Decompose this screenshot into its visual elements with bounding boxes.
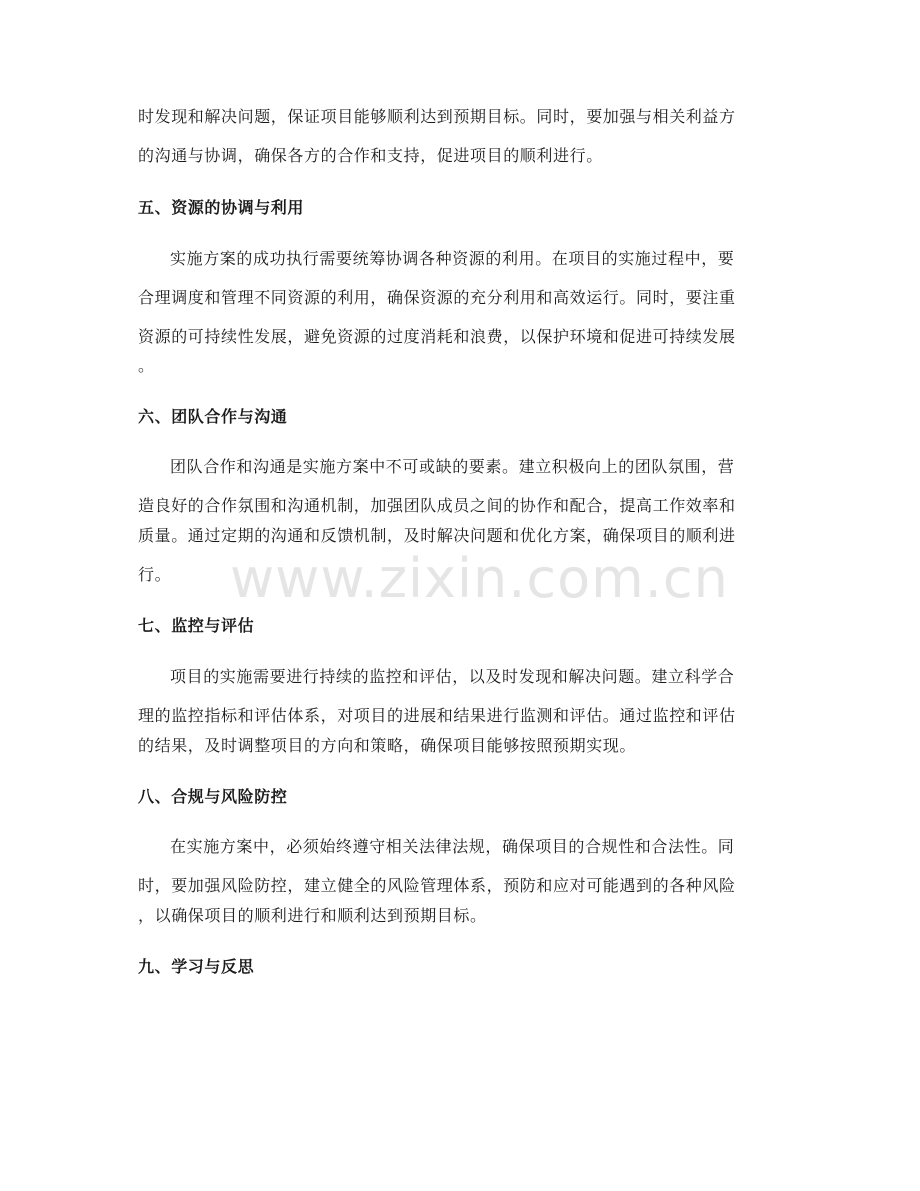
section-heading: 七、监控与评估 (138, 616, 255, 635)
paragraph-line: 的沟通与协调，确保各方的合作和支持，促进项目的顺利进行。 (138, 146, 603, 165)
paragraph-line: 在实施方案中，必须始终遵守相关法律法规，确保项目的合规性和合法性。同 (170, 837, 735, 856)
watermark: www.zixin.com.cn (230, 547, 729, 610)
paragraph-line: 时发现和解决问题，保证项目能够顺利达到预期目标。同时，要加强与相关利益方 (138, 107, 736, 126)
paragraph-line: 合理调度和管理不同资源的利用，确保资源的充分利用和高效运行。同时，要注重 (138, 288, 736, 307)
section-heading: 六、团队合作与沟通 (138, 407, 288, 426)
paragraph-line: 的结果，及时调整项目的方向和策略，确保项目能够按照预期实现。 (138, 736, 637, 755)
paragraph-line: 造良好的合作氛围和沟通机制，加强团队成员之间的协作和配合，提高工作效率和 (138, 496, 736, 515)
paragraph-line: 时，要加强风险防控，建立健全的风险管理体系，预防和应对可能遇到的各种风险 (138, 876, 736, 895)
paragraph-line: 项目的实施需要进行持续的监控和评估，以及时发现和解决问题。建立科学合 (170, 667, 735, 686)
paragraph-line: 行。 (138, 565, 172, 584)
paragraph-line: ，以确保项目的顺利进行和顺利达到预期目标。 (138, 906, 487, 925)
paragraph-line: 理的监控指标和评估体系，对项目的进展和结果进行监测和评估。通过监控和评估 (138, 706, 736, 725)
paragraph-line: 团队合作和沟通是实施方案中不可或缺的要素。建立积极向上的团队氛围，营 (170, 457, 735, 476)
section-heading: 五、资源的协调与利用 (138, 198, 305, 217)
paragraph-line: 实施方案的成功执行需要统筹协调各种资源的利用。在项目的实施过程中，要 (170, 249, 735, 268)
paragraph-line: 资源的可持续性发展，避免资源的过度消耗和浪费，以保护环境和促进可持续发展 (138, 327, 736, 346)
paragraph-line: 。 (138, 356, 155, 375)
section-heading: 八、合规与风险防控 (138, 787, 288, 806)
section-heading: 九、学习与反思 (138, 957, 255, 976)
paragraph-line: 质量。通过定期的沟通和反馈机制，及时解决问题和优化方案，确保项目的顺利进 (138, 526, 736, 545)
